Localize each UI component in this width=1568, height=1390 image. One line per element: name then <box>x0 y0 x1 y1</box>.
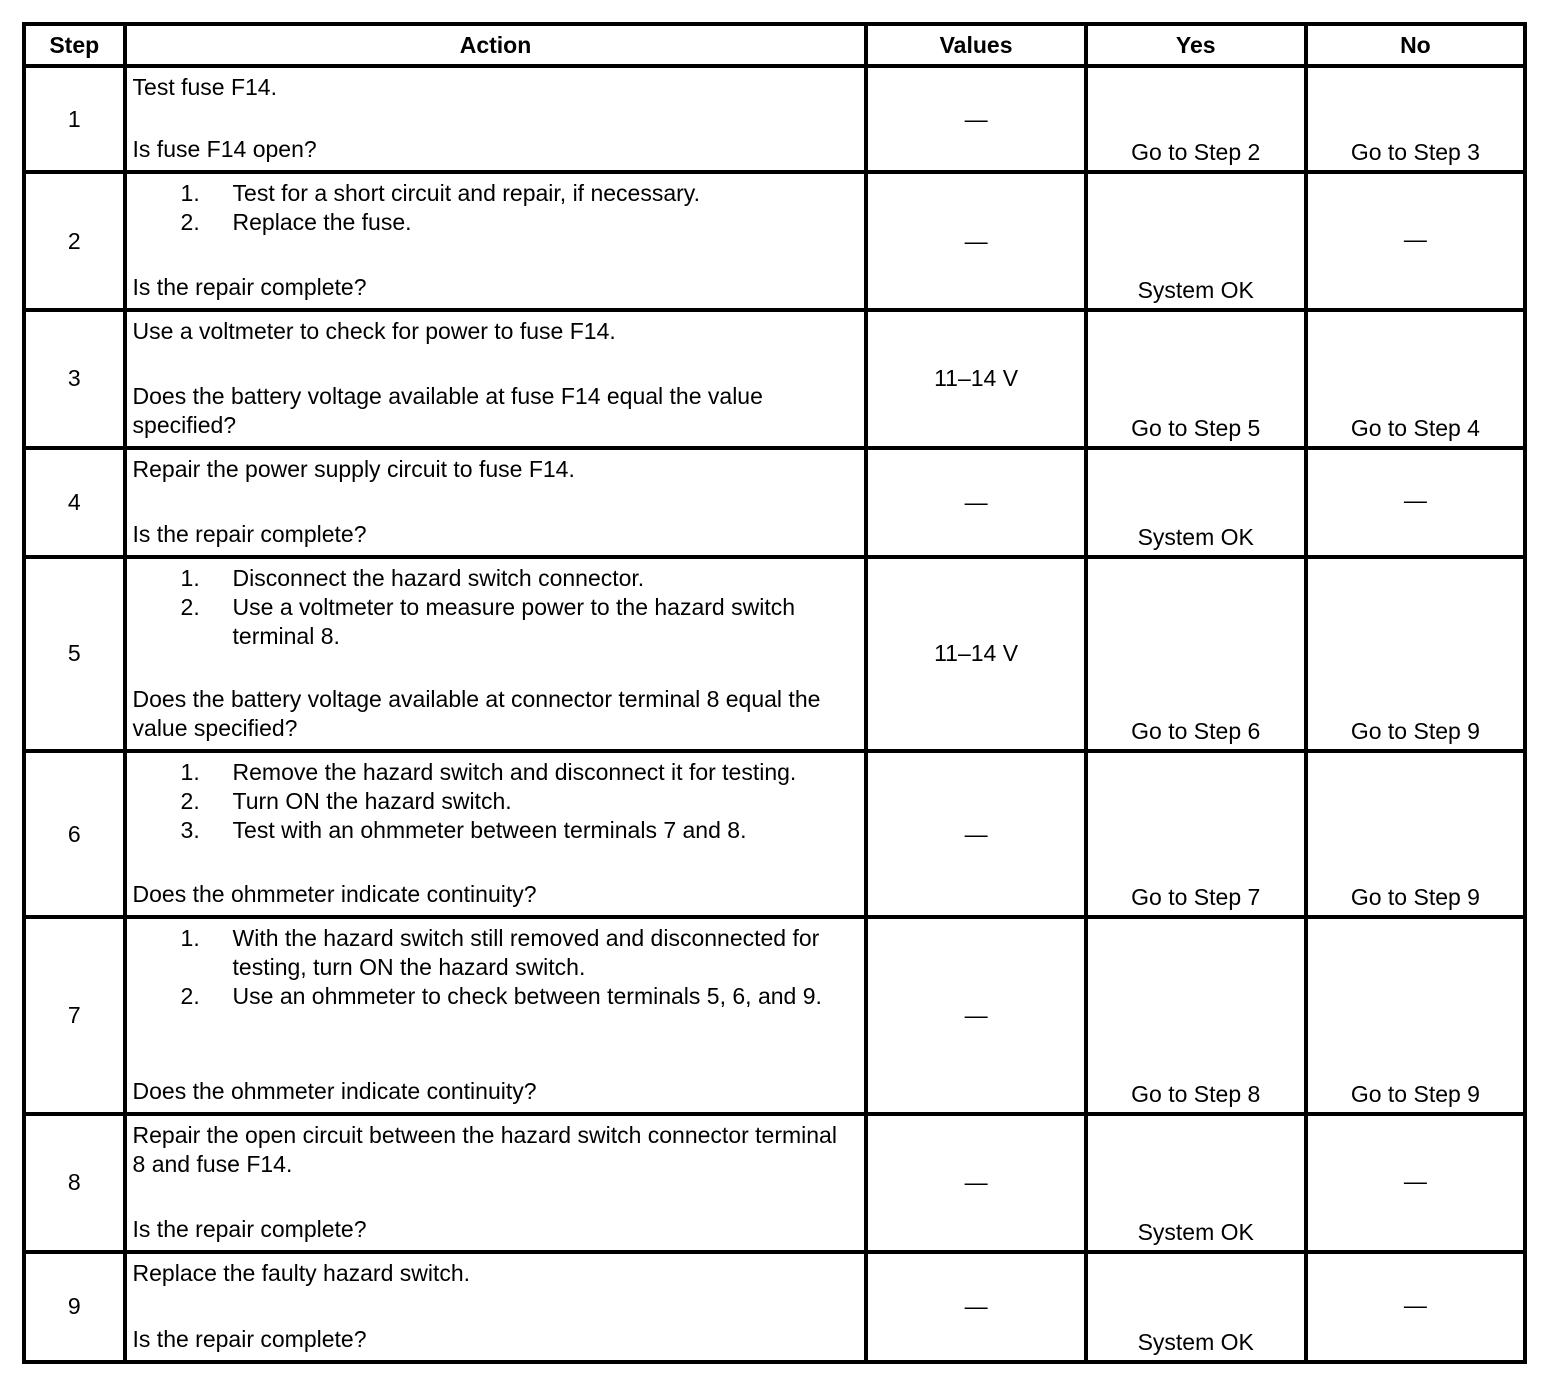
header-action: Action <box>125 24 867 66</box>
substep-list <box>133 924 849 1011</box>
no-outcome: Go to Step 4 <box>1306 310 1525 447</box>
action-cell <box>125 557 867 751</box>
action-intro: Repair the power supply circuit to fuse F14. <box>132 455 575 482</box>
step-number: 9 <box>24 1252 125 1362</box>
table-row <box>24 1252 1525 1362</box>
action-cell <box>125 310 867 447</box>
table-row <box>24 172 1525 310</box>
substep-item <box>181 787 849 816</box>
yes-outcome: Go to Step 5 <box>1086 310 1306 447</box>
substep-text: With the hazard switch still removed and disconnected for testing, turn ON the hazard switch. <box>232 925 820 981</box>
no-outcome: Go to Step 9 <box>1306 917 1525 1113</box>
action-question: Does the battery voltage available at fuse F14 equal the value specified? <box>132 382 763 438</box>
action-question: Is the repair complete? <box>132 274 367 301</box>
action-content <box>133 1121 849 1244</box>
step-number: 1 <box>24 66 125 172</box>
substep-item <box>181 924 849 982</box>
step-number: 3 <box>24 310 125 447</box>
action-question: Is the repair complete? <box>132 520 367 547</box>
header-step: Step <box>24 24 125 66</box>
substep-text: Test with an ohmmeter between terminals 7 and 8. <box>232 817 747 844</box>
action-content <box>133 455 849 549</box>
step-number: 7 <box>24 917 125 1113</box>
no-outcome: — <box>1306 1114 1525 1252</box>
value-cell: — <box>866 172 1085 310</box>
substep-item <box>181 758 849 787</box>
action-cell <box>125 172 867 310</box>
substep-number: 2. <box>180 593 200 620</box>
step-number: 2 <box>24 172 125 310</box>
action-intro: Test fuse F14. <box>132 74 277 100</box>
action-cell <box>125 1252 867 1362</box>
value-cell: — <box>866 1114 1085 1252</box>
yes-outcome: Go to Step 7 <box>1086 751 1306 917</box>
yes-outcome: System OK <box>1086 1252 1306 1362</box>
action-instructions <box>133 317 849 346</box>
action-question: Does the battery voltage available at connector terminal 8 equal the value specified? <box>132 686 821 742</box>
action-question: Is the repair complete? <box>132 1326 367 1352</box>
action-content <box>133 1259 849 1354</box>
action-intro: Replace the faulty hazard switch. <box>132 1259 471 1286</box>
substep-number: 1. <box>180 564 200 591</box>
table-row <box>24 917 1525 1113</box>
value-cell: — <box>866 1252 1085 1362</box>
table-row <box>24 751 1525 917</box>
action-content <box>133 924 849 1105</box>
no-outcome: Go to Step 3 <box>1306 66 1525 172</box>
yes-outcome: Go to Step 6 <box>1086 557 1306 751</box>
action-content <box>133 73 849 164</box>
action-instructions <box>133 1121 849 1179</box>
action-cell <box>125 917 867 1113</box>
value-cell: 11–14 V <box>866 557 1085 751</box>
action-question: Is the repair complete? <box>132 1215 367 1242</box>
action-cell <box>125 751 867 917</box>
table-row <box>24 310 1525 447</box>
header-values: Values <box>866 24 1085 66</box>
value-cell: — <box>866 751 1085 917</box>
substep-text: Use a voltmeter to measure power to the hazard switch terminal 8. <box>232 593 796 649</box>
action-instructions <box>133 73 849 102</box>
substep-item <box>181 816 849 845</box>
action-content <box>133 564 849 743</box>
action-instructions <box>133 758 849 845</box>
yes-outcome: Go to Step 8 <box>1086 917 1306 1113</box>
substep-number: 1. <box>180 759 200 786</box>
action-question: Is fuse F14 open? <box>132 136 317 163</box>
substep-item <box>181 179 849 208</box>
step-number: 8 <box>24 1114 125 1252</box>
yes-outcome: System OK <box>1086 448 1306 557</box>
yes-outcome: System OK <box>1086 172 1306 310</box>
no-outcome: — <box>1306 1252 1525 1362</box>
value-cell: — <box>866 448 1085 557</box>
action-cell <box>125 1114 867 1252</box>
substep-text: Replace the fuse. <box>232 209 412 236</box>
no-outcome: — <box>1306 172 1525 310</box>
action-cell <box>125 66 867 172</box>
substep-list <box>133 179 849 237</box>
step-number: 6 <box>24 751 125 917</box>
action-instructions <box>133 455 849 484</box>
action-instructions <box>133 179 849 237</box>
value-cell: — <box>866 66 1085 172</box>
header-no: No <box>1306 24 1525 66</box>
action-instructions <box>133 564 849 651</box>
substep-text: Use an ohmmeter to check between terminals 5, 6, and 9. <box>232 983 822 1010</box>
header-row <box>24 24 1525 66</box>
diagnostic-table <box>22 22 1527 1364</box>
substep-text: Remove the hazard switch and disconnect it for testing. <box>232 759 797 786</box>
value-cell: 11–14 V <box>866 310 1085 447</box>
substep-text: Turn ON the hazard switch. <box>232 788 512 815</box>
substep-text: Test for a short circuit and repair, if necessary. <box>232 180 700 207</box>
action-question: Does the ohmmeter indicate continuity? <box>132 1077 537 1104</box>
yes-outcome: Go to Step 2 <box>1086 66 1306 172</box>
action-content <box>133 317 849 439</box>
table-row <box>24 1114 1525 1252</box>
action-question: Does the ohmmeter indicate continuity? <box>132 881 537 908</box>
substep-item <box>181 564 849 593</box>
step-number: 5 <box>24 557 125 751</box>
action-instructions <box>133 1259 849 1288</box>
table-row <box>24 66 1525 172</box>
yes-outcome: System OK <box>1086 1114 1306 1252</box>
substep-number: 3. <box>180 817 200 844</box>
substep-item <box>181 982 849 1011</box>
no-outcome: — <box>1306 448 1525 557</box>
action-cell <box>125 448 867 557</box>
header-yes: Yes <box>1086 24 1306 66</box>
substep-item <box>181 208 849 237</box>
substep-number: 2. <box>180 209 200 236</box>
substep-number: 1. <box>180 180 200 207</box>
action-intro: Repair the open circuit between the hazard switch connector terminal 8 and fuse F14. <box>132 1121 837 1177</box>
no-outcome: Go to Step 9 <box>1306 557 1525 751</box>
action-intro: Use a voltmeter to check for power to fuse F14. <box>132 318 616 345</box>
action-content <box>133 758 849 909</box>
value-cell: — <box>866 917 1085 1113</box>
action-content <box>133 179 849 302</box>
step-number: 4 <box>24 448 125 557</box>
substep-number: 2. <box>180 983 200 1010</box>
substep-number: 2. <box>180 788 200 815</box>
table-row <box>24 448 1525 557</box>
substep-list <box>133 758 849 845</box>
substep-item <box>181 593 849 651</box>
substep-list <box>133 564 849 651</box>
no-outcome: Go to Step 9 <box>1306 751 1525 917</box>
action-instructions <box>133 924 849 1011</box>
table-row <box>24 557 1525 751</box>
substep-number: 1. <box>180 925 200 952</box>
substep-text: Disconnect the hazard switch connector. <box>232 564 645 591</box>
